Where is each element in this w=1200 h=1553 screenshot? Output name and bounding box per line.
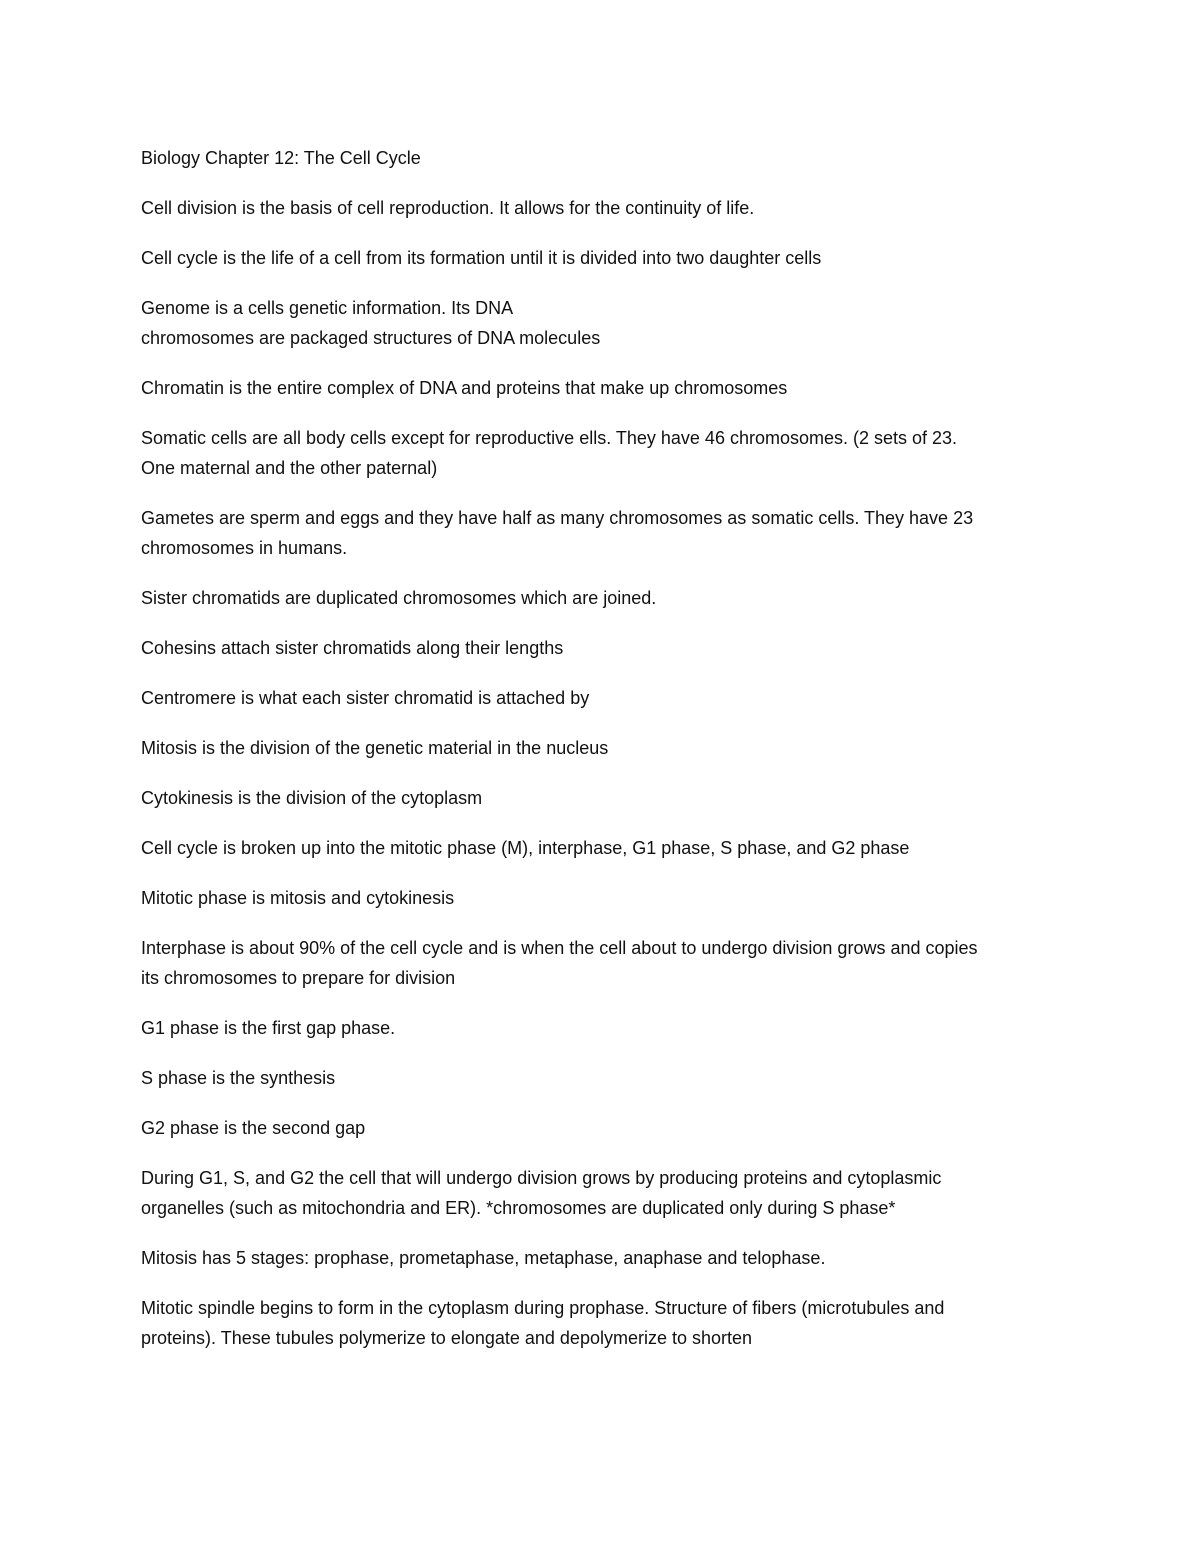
paragraph-line: its chromosomes to prepare for division <box>141 968 456 988</box>
paragraph <box>141 683 1071 713</box>
paragraph-line: Cell division is the basis of cell reproduction. It allows for the continuity of life. <box>141 198 755 218</box>
paragraph <box>141 293 1071 353</box>
paragraph-line: During G1, S, and G2 the cell that will undergo division grows by producing proteins and cytoplasmic <box>141 1168 942 1188</box>
paragraph-line: chromosomes are packaged structures of DNA molecules <box>141 328 601 348</box>
paragraph <box>141 933 1071 993</box>
paragraph-line: G2 phase is the second gap <box>141 1118 366 1138</box>
paragraph-line: G1 phase is the first gap phase. <box>141 1018 396 1038</box>
document-title: Biology Chapter 12: The Cell Cycle <box>141 148 421 168</box>
paragraph-line: Mitosis is the division of the genetic material in the nucleus <box>141 738 609 758</box>
paragraph <box>141 1063 1071 1093</box>
paragraph-line: Cytokinesis is the division of the cytoplasm <box>141 788 483 808</box>
paragraph <box>141 243 1071 273</box>
paragraph-line: Sister chromatids are duplicated chromosomes which are joined. <box>141 588 657 608</box>
paragraph-line: Interphase is about 90% of the cell cycle and is when the cell about to undergo division grows and copies <box>141 938 978 958</box>
paragraph <box>141 1293 1071 1353</box>
paragraph <box>141 1163 1071 1223</box>
paragraph <box>141 883 1071 913</box>
paragraph-line: One maternal and the other paternal) <box>141 458 438 478</box>
paragraph-line: Cell cycle is broken up into the mitotic phase (M), interphase, G1 phase, S phase, and G2 phase <box>141 838 910 858</box>
paragraph-line: organelles (such as mitochondria and ER). *chromosomes are duplicated only during S phase* <box>141 1198 896 1218</box>
paragraph-line: Chromatin is the entire complex of DNA and proteins that make up chromosomes <box>141 378 788 398</box>
paragraph-line: Mitotic spindle begins to form in the cytoplasm during prophase. Structure of fibers (microtubules and <box>141 1298 945 1318</box>
paragraph <box>141 733 1071 763</box>
paragraph <box>141 503 1071 563</box>
paragraph-line: Somatic cells are all body cells except for reproductive ells. They have 46 chromosomes. (2 sets of 23. <box>141 428 958 448</box>
paragraph-line: Genome is a cells genetic information. Its DNA <box>141 298 514 318</box>
paragraph-line: proteins). These tubules polymerize to elongate and depolymerize to shorten <box>141 1328 753 1348</box>
paragraph-line: chromosomes in humans. <box>141 538 348 558</box>
document-title-paragraph <box>141 143 1071 173</box>
paragraph-line: Gametes are sperm and eggs and they have half as many chromosomes as somatic cells. They have 23 <box>141 508 974 528</box>
paragraph <box>141 373 1071 403</box>
paragraph <box>141 633 1071 663</box>
paragraph <box>141 1113 1071 1143</box>
paragraph <box>141 1243 1071 1273</box>
paragraph <box>141 583 1071 613</box>
document-body <box>141 143 1071 1373</box>
paragraph-line: Centromere is what each sister chromatid is attached by <box>141 688 590 708</box>
paragraph <box>141 783 1071 813</box>
paragraph-line: Cell cycle is the life of a cell from its formation until it is divided into two daughter cells <box>141 248 822 268</box>
paragraph-line: Mitotic phase is mitosis and cytokinesis <box>141 888 455 908</box>
paragraph-list <box>141 193 1071 1353</box>
paragraph <box>141 833 1071 863</box>
paragraph <box>141 1013 1071 1043</box>
paragraph-line: Cohesins attach sister chromatids along their lengths <box>141 638 564 658</box>
paragraph <box>141 193 1071 223</box>
paragraph <box>141 423 1071 483</box>
paragraph-line: Mitosis has 5 stages: prophase, prometaphase, metaphase, anaphase and telophase. <box>141 1248 826 1268</box>
paragraph-line: S phase is the synthesis <box>141 1068 336 1088</box>
